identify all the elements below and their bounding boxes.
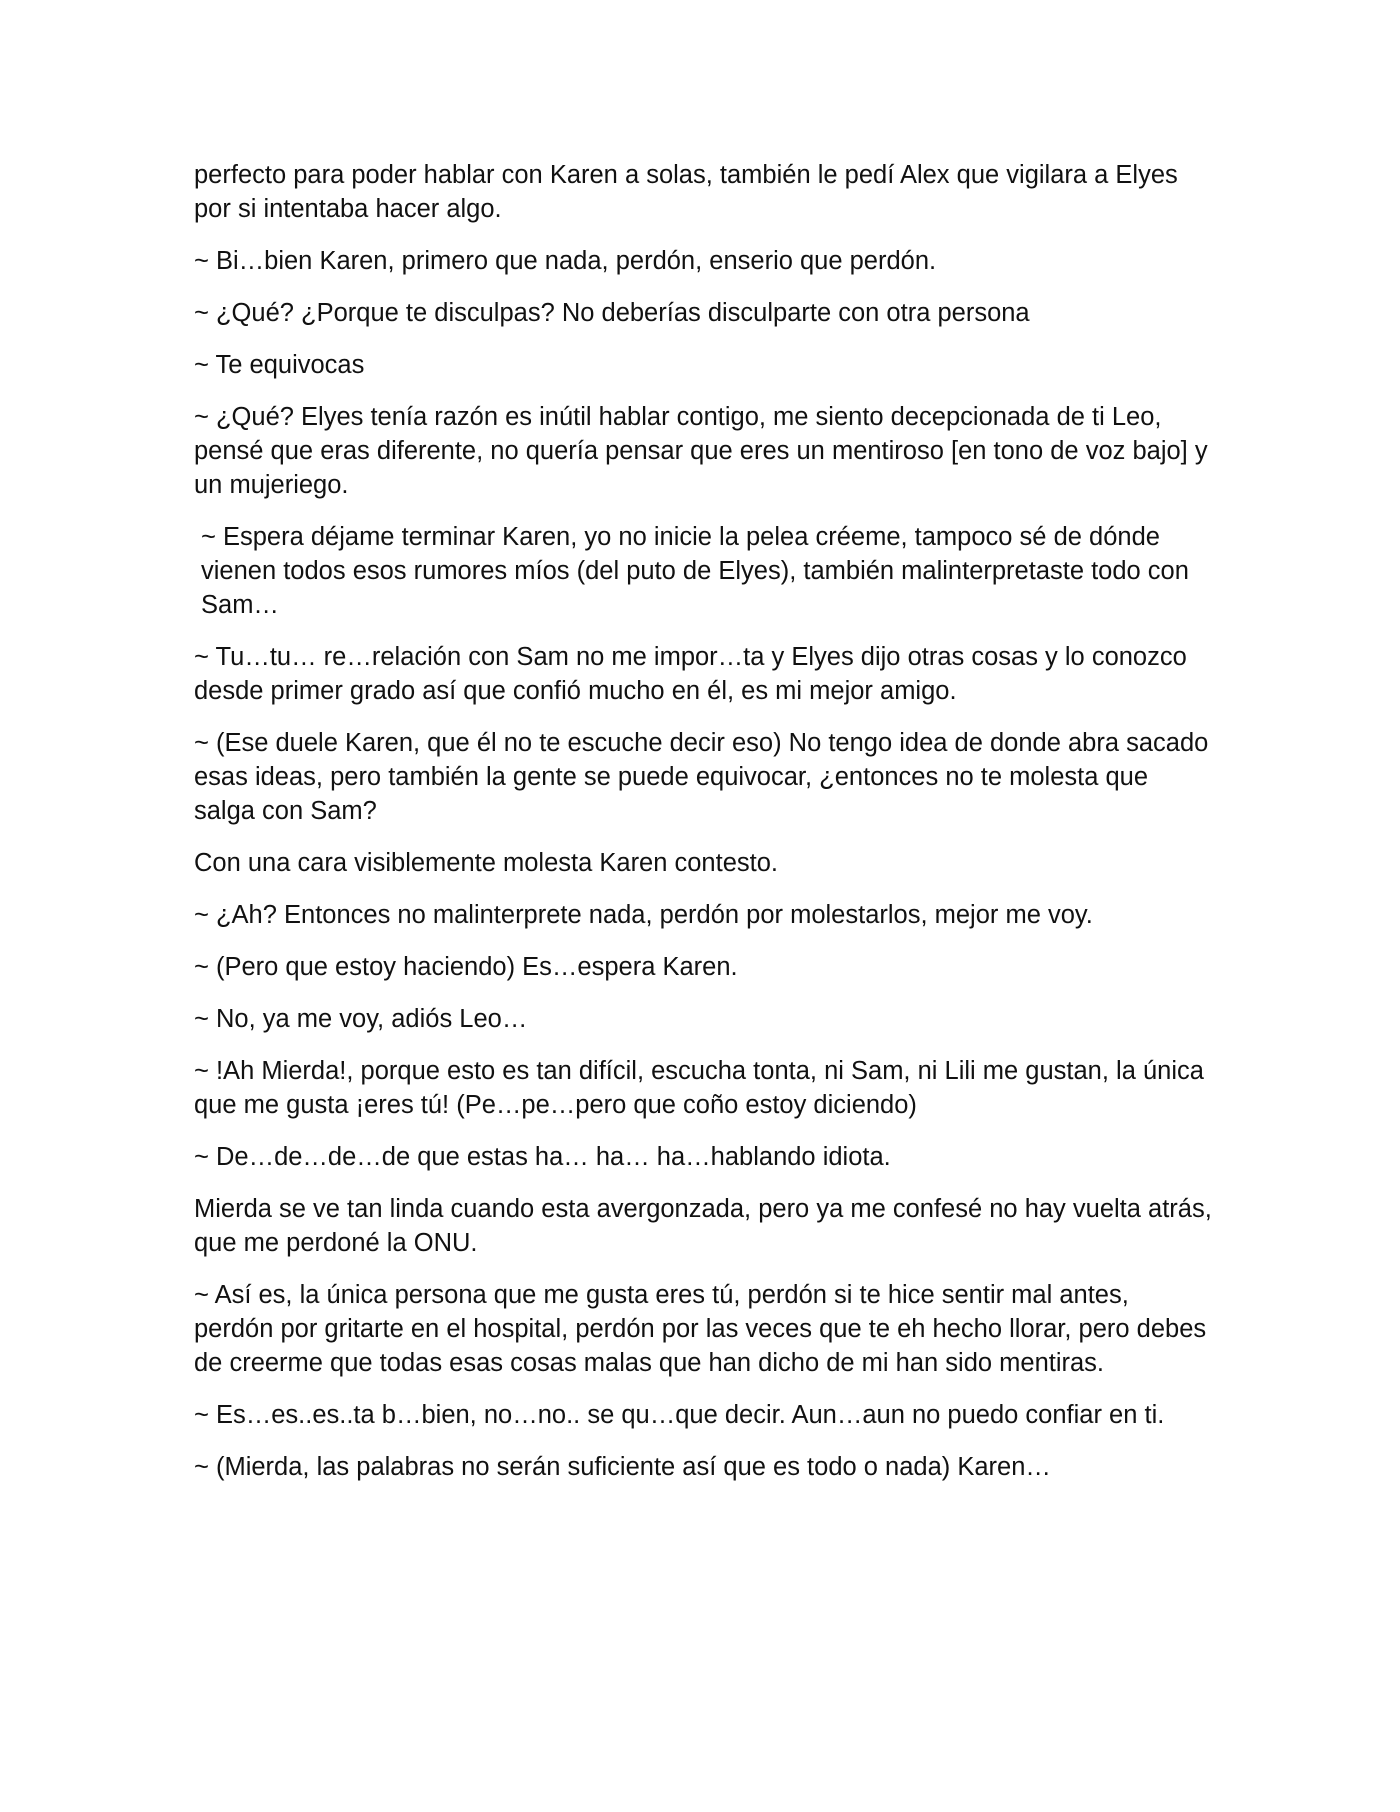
paragraph-5: ~ ¿Qué? Elyes tenía razón es inútil hablar contigo, me siento decepcionada de ti Leo, pensé que eras diferente, no quería pensar que eres un mentiroso [en tono de voz bajo] y un mujeriego. (194, 403, 1208, 499)
paragraph-4: ~ Te equivocas (194, 351, 365, 379)
paragraph-7: ~ Tu…tu… re…relación con Sam no me impor…ta y Elyes dijo otras cosas y lo conozco desde primer grado así que confió mucho en él, es mi mejor amigo. (194, 643, 1187, 705)
paragraph-8: ~ (Ese duele Karen, que él no te escuche decir eso) No tengo idea de donde abra sacado esas ideas, pero también la gente se puede equivocar, ¿entonces no te molesta que salga con Sam? (194, 729, 1209, 825)
paragraph-14: ~ De…de…de…de que estas ha… ha… ha…hablando idiota. (194, 1143, 891, 1171)
paragraph-13: ~ !Ah Mierda!, porque esto es tan difícil, escucha tonta, ni Sam, ni Lili me gustan, la única que me gusta ¡eres tú! (Pe…pe…pero que coño estoy diciendo) (194, 1057, 1204, 1119)
document-page (194, 158, 1214, 1502)
paragraph-2: ~ Bi…bien Karen, primero que nada, perdón, enserio que perdón. (194, 247, 937, 275)
paragraph-10: ~ ¿Ah? Entonces no malinterprete nada, perdón por molestarlos, mejor me voy. (194, 901, 1093, 929)
paragraph-15: Mierda se ve tan linda cuando esta avergonzada, pero ya me confesé no hay vuelta atrás, que me perdoné la ONU. (194, 1195, 1212, 1257)
paragraph-12: ~ No, ya me voy, adiós Leo… (194, 1005, 528, 1033)
paragraph-9: Con una cara visiblemente molesta Karen contesto. (194, 849, 778, 877)
paragraph-3: ~ ¿Qué? ¿Porque te disculpas? No deberías disculparte con otra persona (194, 299, 1030, 327)
paragraph-1: perfecto para poder hablar con Karen a solas, también le pedí Alex que vigilara a Elyes por si intentaba hacer algo. (194, 161, 1178, 223)
paragraph-11: ~ (Pero que estoy haciendo) Es…espera Karen. (194, 953, 738, 981)
paragraph-17: ~ Es…es..es..ta b…bien, no…no.. se qu…que decir. Aun…aun no puedo confiar en ti. (194, 1401, 1165, 1429)
paragraph-16: ~ Así es, la única persona que me gusta eres tú, perdón si te hice sentir mal antes, perdón por gritarte en el hospital, perdón por las veces que te eh hecho llorar, pero debes de creerme que todas esas cosas malas que han dicho de mi han sido mentiras. (194, 1281, 1207, 1377)
paragraph-6: ~ Espera déjame terminar Karen, yo no inicie la pelea créeme, tampoco sé de dónde vienen todos esos rumores míos (del puto de Elyes), también malinterpretaste todo con Sam… (201, 523, 1189, 619)
paragraph-18: ~ (Mierda, las palabras no serán suficiente así que es todo o nada) Karen… (194, 1453, 1051, 1481)
